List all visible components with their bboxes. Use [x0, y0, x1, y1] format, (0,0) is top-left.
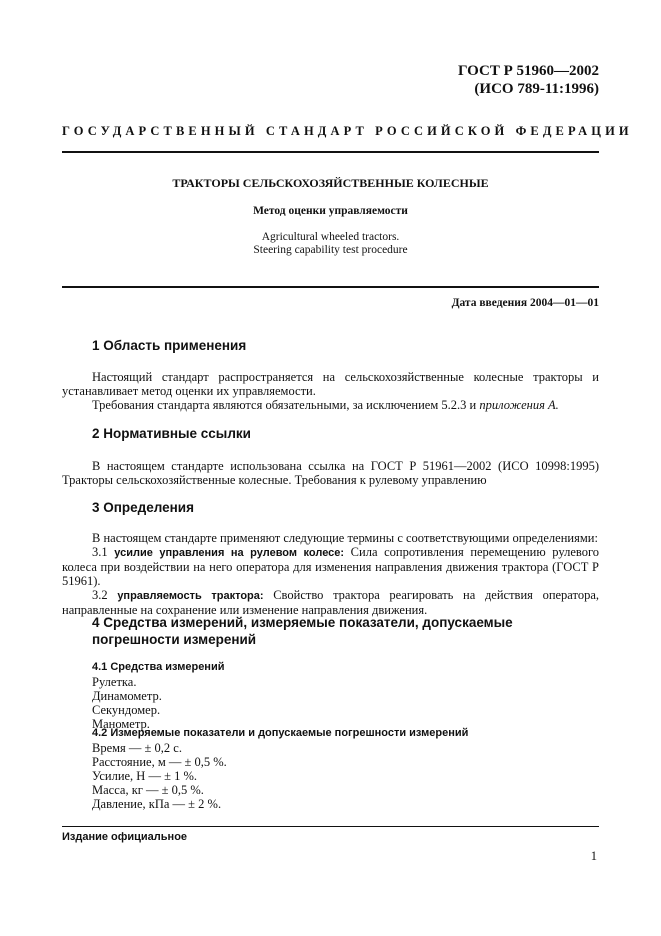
subsection-4-2-heading: 4.2 Измеряемые показатели и допускаемые погрешности измерений — [92, 727, 469, 739]
tolerance-item: Расстояние, м — ± 0,5 %. — [92, 755, 227, 769]
definition-3-1-number: 3.1 — [92, 545, 115, 559]
definition-3-2-term: управляемость трактора: — [117, 590, 264, 602]
footer-divider — [62, 826, 599, 827]
instrument-list — [92, 675, 162, 731]
appendix-reference: приложения А. — [479, 398, 559, 412]
section-1-paragraph-2-text: Требования стандарта являются обязательными, за исключением 5.2.3 и — [92, 398, 480, 412]
section-1-paragraph-1: Настоящий стандарт распространяется на сельскохозяйственные колесные тракторы и устанавливает метод оценки их управляемости. — [62, 370, 599, 398]
english-title-line2: Steering capability test procedure — [253, 244, 408, 256]
english-title-line1: Agricultural wheeled tractors. — [261, 231, 400, 243]
tolerance-item: Давление, кПа — ± 2 %. — [92, 797, 222, 811]
tolerance-item: Масса, кг — ± 0,5 %. — [92, 783, 204, 797]
section-2-heading: 2 Нормативные ссылки — [92, 426, 251, 441]
subsection-4-1-heading: 4.1 Средства измерений — [92, 661, 225, 673]
title-divider — [62, 286, 599, 288]
section-4-heading: 4 Средства измерений, измеряемые показатели, допускаемые погрешности измерений — [92, 615, 513, 647]
state-standard-banner: ГОСУДАРСТВЕННЫЙ СТАНДАРТ РОССИЙСКОЙ ФЕДЕРАЦИИ — [62, 124, 633, 138]
section-3-intro: В настоящем стандарте применяют следующие термины с соответствующими определениями: — [92, 531, 598, 545]
instrument-item: Рулетка. — [92, 675, 137, 689]
page-number: 1 — [590, 849, 597, 863]
header-divider — [62, 151, 599, 153]
definition-3-2-text: Свойство трактора реагировать на действия оператора, направленные на сохранение или изменение направления движения. — [62, 588, 600, 617]
instrument-item: Секундомер. — [92, 703, 161, 717]
definition-3-2-number: 3.2 — [92, 588, 118, 602]
tolerance-item: Время — ± 0,2 с. — [92, 741, 182, 755]
section-2-paragraph-1: В настоящем стандарте использована ссылка на ГОСТ Р 51961—2002 (ИСО 10998:1995) Тракторы сельскохозяйственные колесные. Требования к рулевому управлению — [62, 459, 599, 487]
definition-3-2 — [62, 588, 599, 617]
section-3-heading: 3 Определения — [92, 500, 194, 515]
tolerance-list — [92, 741, 227, 811]
standard-code-block — [458, 62, 599, 98]
document-subtitle: Метод оценки управляемости — [253, 205, 408, 217]
definition-3-1-term: усилие управления на рулевом колесе: — [114, 547, 345, 559]
definition-3-1 — [62, 545, 599, 588]
iso-code: (ИСО 789-11:1996) — [474, 81, 599, 97]
instrument-item: Динамометр. — [92, 689, 162, 703]
section-1-body — [62, 370, 599, 412]
introduction-date: Дата введения 2004—01—01 — [451, 297, 599, 309]
definition-3-1-text: Сила сопротивления перемещению рулевого колеса при воздействии на него оператора для изменения направления движения трактора (ГОСТ Р 51961). — [62, 545, 600, 588]
standard-code: ГОСТ Р 51960—2002 — [457, 63, 599, 79]
section-1-paragraph-2 — [62, 398, 599, 412]
section-2-body — [62, 459, 599, 487]
instrument-item: Манометр. — [92, 717, 150, 731]
section-1-heading: 1 Область применения — [92, 338, 247, 353]
document-title: ТРАКТОРЫ СЕЛЬСКОХОЗЯЙСТВЕННЫЕ КОЛЕСНЫЕ — [172, 176, 489, 190]
official-edition-label: Издание официальное — [62, 831, 188, 843]
tolerance-item: Усилие, Н — ± 1 %. — [92, 769, 197, 783]
section-3-body — [62, 531, 599, 617]
english-title — [62, 231, 599, 257]
